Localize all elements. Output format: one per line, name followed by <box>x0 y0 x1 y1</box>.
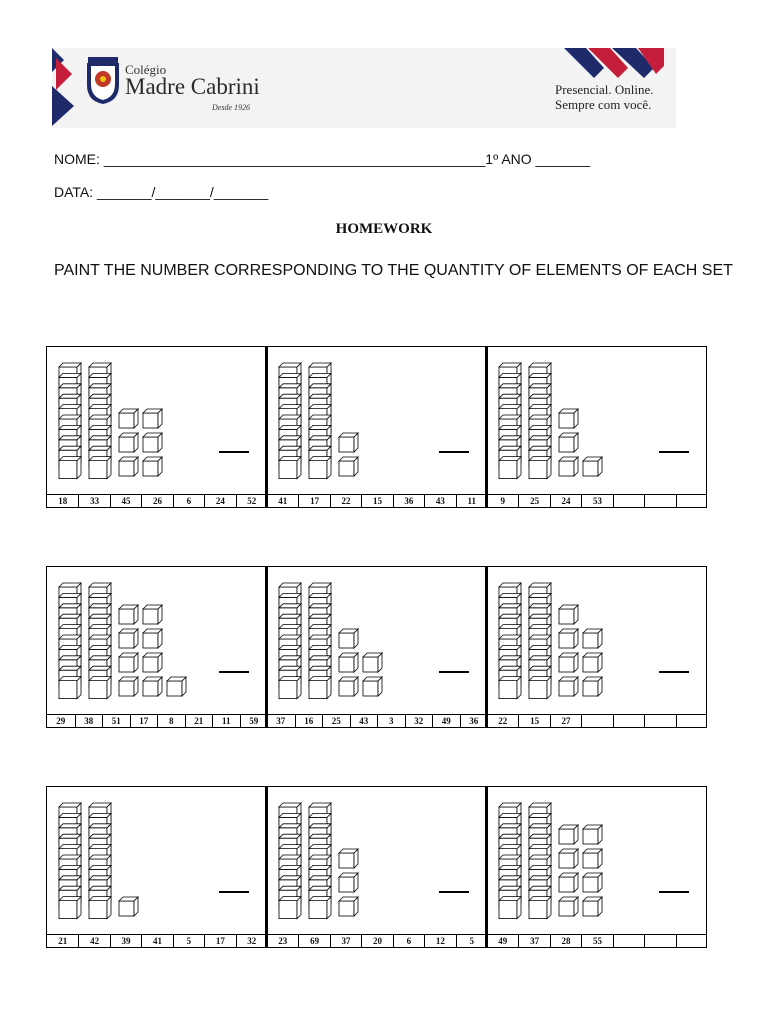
number-choice[interactable]: 17 <box>298 495 329 507</box>
number-choices-row <box>47 934 706 947</box>
number-choice[interactable]: 42 <box>78 935 109 947</box>
one-unit-cube <box>143 629 162 648</box>
ten-rod-unit <box>279 677 301 699</box>
one-unit-cube <box>119 629 138 648</box>
number-choice[interactable]: 39 <box>110 935 141 947</box>
number-choice[interactable]: 5 <box>173 935 204 947</box>
number-choice[interactable]: 11 <box>456 495 487 507</box>
number-choice[interactable]: 49 <box>432 715 460 727</box>
number-choice[interactable]: 69 <box>298 935 329 947</box>
number-choice[interactable]: 25 <box>518 495 549 507</box>
answer-blank[interactable] <box>659 451 689 453</box>
panel-divider <box>265 786 268 948</box>
answer-blank[interactable] <box>219 891 249 893</box>
number-choice[interactable]: 20 <box>361 935 392 947</box>
one-unit-cube <box>119 433 138 452</box>
number-choice[interactable]: 26 <box>141 495 172 507</box>
one-unit-cube <box>559 849 578 868</box>
number-choice[interactable]: 37 <box>276 716 286 726</box>
one-unit-cube <box>339 873 358 892</box>
one-unit-cube <box>559 457 578 476</box>
one-unit-cube <box>583 873 602 892</box>
number-choice[interactable]: 38 <box>75 715 103 727</box>
one-unit-cube <box>363 653 382 672</box>
number-choice[interactable]: 17 <box>204 935 235 947</box>
number-choice[interactable] <box>644 715 675 727</box>
panel-divider <box>265 346 268 508</box>
number-choice[interactable]: 52 <box>236 495 267 507</box>
ten-rod-unit <box>279 457 301 479</box>
ten-rod-unit <box>309 457 331 479</box>
number-choice[interactable]: 53 <box>581 495 612 507</box>
number-choice[interactable]: 28 <box>550 935 581 947</box>
ten-rod-unit <box>499 677 521 699</box>
number-choice[interactable] <box>644 495 675 507</box>
number-choice[interactable]: 36 <box>393 495 424 507</box>
brand-ribbon-shapes <box>564 48 664 82</box>
number-choice[interactable]: 22 <box>330 495 361 507</box>
one-unit-cube <box>583 825 602 844</box>
number-choice[interactable]: 32 <box>405 715 433 727</box>
header-banner <box>52 48 676 128</box>
name-field-line[interactable]: NOME: _________________________________________________1º ANO _______ <box>54 151 591 167</box>
one-unit-cube <box>583 629 602 648</box>
number-choice[interactable]: 6 <box>173 495 204 507</box>
number-choice[interactable]: 6 <box>393 935 424 947</box>
number-choice[interactable]: 43 <box>424 495 455 507</box>
number-choice[interactable] <box>676 495 707 507</box>
number-choice[interactable]: 37 <box>330 935 361 947</box>
one-unit-cube <box>339 653 358 672</box>
one-unit-cube <box>119 409 138 428</box>
number-choice[interactable] <box>613 935 644 947</box>
number-choice[interactable]: 21 <box>58 936 68 946</box>
one-unit-cube <box>559 825 578 844</box>
tagline-line-1: Presencial. Online. <box>555 82 654 97</box>
ten-rod-unit <box>59 897 81 919</box>
number-choice[interactable]: 15 <box>518 715 549 727</box>
number-choice[interactable]: 25 <box>322 715 350 727</box>
number-choice[interactable]: 55 <box>581 935 612 947</box>
number-choice[interactable]: 15 <box>361 495 392 507</box>
one-unit-cube <box>559 897 578 916</box>
number-choice[interactable] <box>581 715 612 727</box>
one-unit-cube <box>119 457 138 476</box>
number-choice[interactable]: 41 <box>141 935 172 947</box>
tagline-line-2: Sempre com você. <box>555 97 652 112</box>
one-unit-cube <box>339 433 358 452</box>
one-unit-cube <box>339 629 358 648</box>
number-choice[interactable]: 32 <box>236 935 267 947</box>
one-unit-cube <box>143 433 162 452</box>
panel-divider <box>485 786 488 948</box>
number-choice[interactable]: 33 <box>78 495 109 507</box>
number-choice[interactable]: 3 <box>377 715 405 727</box>
ten-rod-unit <box>529 897 551 919</box>
one-unit-cube <box>143 653 162 672</box>
number-choice[interactable]: 37 <box>518 935 549 947</box>
number-choice[interactable]: 27 <box>550 715 581 727</box>
homework-title: HOMEWORK <box>335 221 433 237</box>
base-ten-blocks <box>47 567 706 714</box>
ten-rod-unit <box>309 677 331 699</box>
number-choice[interactable]: 11 <box>212 715 240 727</box>
one-unit-cube <box>339 849 358 868</box>
panel-divider <box>485 566 488 728</box>
date-field-line[interactable]: DATA: _______/_______/_______ <box>54 184 269 200</box>
number-choice[interactable]: 24 <box>204 495 235 507</box>
answer-blank[interactable] <box>659 891 689 893</box>
exercise-row <box>46 346 707 508</box>
number-choice[interactable]: 16 <box>295 715 323 727</box>
answer-blank[interactable] <box>219 671 249 673</box>
answer-blank[interactable] <box>439 451 469 453</box>
logo-chevron-shapes <box>52 48 82 128</box>
ten-rod-unit <box>89 457 111 479</box>
number-choice[interactable]: 41 <box>278 496 288 506</box>
number-choice[interactable]: 59 <box>240 715 268 727</box>
number-choice[interactable]: 12 <box>424 935 455 947</box>
instruction-text: PAINT THE NUMBER CORRESPONDING TO THE QUANTITY OF ELEMENTS OF EACH SET <box>54 262 733 279</box>
number-choice[interactable] <box>613 495 644 507</box>
one-unit-cube <box>559 629 578 648</box>
answer-blank[interactable] <box>659 671 689 673</box>
number-choice[interactable]: 17 <box>130 715 158 727</box>
answer-blank[interactable] <box>439 671 469 673</box>
ten-rod-unit <box>499 457 521 479</box>
number-choice[interactable]: 49 <box>498 936 508 946</box>
brand-since: Desde 1926 <box>212 103 250 112</box>
one-unit-cube <box>559 409 578 428</box>
number-choice[interactable]: 36 <box>460 715 488 727</box>
ten-rod-unit <box>59 677 81 699</box>
number-choice[interactable]: 29 <box>56 716 66 726</box>
ten-rod-unit <box>529 677 551 699</box>
panel-divider <box>265 566 268 728</box>
base-ten-blocks <box>47 787 706 934</box>
number-choice[interactable] <box>613 715 644 727</box>
one-unit-cube <box>143 605 162 624</box>
brand-name: Madre Cabrini <box>125 74 260 99</box>
one-unit-cube <box>143 409 162 428</box>
one-unit-cube <box>559 677 578 696</box>
ten-rod-unit <box>59 457 81 479</box>
one-unit-cube <box>119 605 138 624</box>
one-unit-cube <box>339 677 358 696</box>
number-choices-row <box>47 494 706 507</box>
one-unit-cube <box>583 457 602 476</box>
number-choice[interactable] <box>676 935 707 947</box>
ten-rod-unit <box>89 897 111 919</box>
one-unit-cube <box>119 677 138 696</box>
number-choice[interactable]: 43 <box>350 715 378 727</box>
number-choice[interactable] <box>676 715 707 727</box>
number-choice[interactable]: 24 <box>550 495 581 507</box>
one-unit-cube <box>119 653 138 672</box>
one-unit-cube <box>559 873 578 892</box>
number-choice[interactable]: 23 <box>278 936 288 946</box>
number-choice[interactable]: 18 <box>58 496 68 506</box>
ten-rod-unit <box>309 897 331 919</box>
one-unit-cube <box>339 897 358 916</box>
number-choice[interactable]: 51 <box>102 715 130 727</box>
panel-divider <box>485 346 488 508</box>
ten-rod-unit <box>279 897 301 919</box>
one-unit-cube <box>559 433 578 452</box>
one-unit-cube <box>559 605 578 624</box>
number-choice[interactable]: 22 <box>498 716 508 726</box>
one-unit-cube <box>167 677 186 696</box>
one-unit-cube <box>583 677 602 696</box>
one-unit-cube <box>583 653 602 672</box>
exercise-row <box>46 786 707 948</box>
ten-rod-unit <box>529 457 551 479</box>
one-unit-cube <box>339 457 358 476</box>
one-unit-cube <box>583 897 602 916</box>
exercise-row <box>46 566 707 728</box>
one-unit-cube <box>119 897 138 916</box>
number-choice[interactable]: 9 <box>500 496 505 506</box>
one-unit-cube <box>583 849 602 868</box>
one-unit-cube <box>559 653 578 672</box>
number-choice[interactable]: 45 <box>110 495 141 507</box>
brand-small-text: Colégio <box>125 62 167 77</box>
one-unit-cube <box>143 677 162 696</box>
base-ten-blocks <box>47 347 706 494</box>
ten-rod-unit <box>499 897 521 919</box>
answer-blank[interactable] <box>219 451 249 453</box>
one-unit-cube <box>363 677 382 696</box>
one-unit-cube <box>143 457 162 476</box>
number-choice[interactable] <box>644 935 675 947</box>
answer-blank[interactable] <box>439 891 469 893</box>
school-crest-icon <box>84 55 122 105</box>
number-choices-row <box>47 714 706 727</box>
number-choice[interactable]: 5 <box>456 935 487 947</box>
number-choice[interactable]: 8 <box>157 715 185 727</box>
ten-rod-unit <box>89 677 111 699</box>
number-choice[interactable]: 21 <box>185 715 213 727</box>
